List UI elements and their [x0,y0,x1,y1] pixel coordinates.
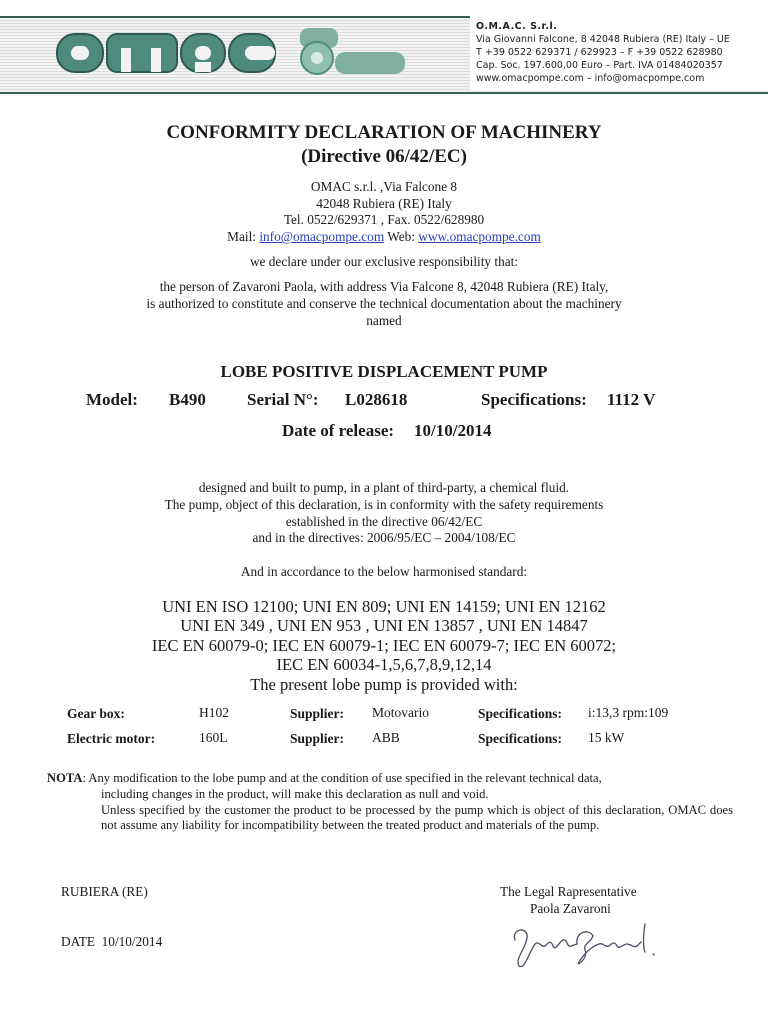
document-subtitle: (Directive 06/42/EC) [301,146,467,167]
document-title: CONFORMITY DECLARATION OF MACHINERY [166,122,602,143]
web-label: Web: [387,229,416,244]
company-name: O.M.A.C. S.r.l. [476,21,558,32]
motor-label: Electric motor: [67,731,156,746]
conformity-line-5: And in accordance to the below harmonised standard: [240,564,528,579]
company-phone: T +39 0522 629371 / 629923 – F +39 0522 628980 [476,47,723,58]
contact-line [0,228,768,245]
nota-label: NOTA [47,771,83,785]
standards-line-2: UNI EN 349 , UNI EN 953 , UNI EN 13857 , UNI EN 14847 [180,616,588,635]
model-label: Model: [86,390,138,409]
company-capital: Cap. Soc. 197.600,00 Euro – Part. IVA 01484020357 [476,60,723,71]
gearbox-spec-label: Specifications: [478,706,562,721]
standards-line-5: The present lobe pump is provided with: [250,675,518,694]
conformity-line-1: designed and built to pump, in a plant of third-party, a chemical fluid. [198,480,570,495]
motor-supplier-label: Supplier: [290,731,345,746]
gearbox-spec: i:13,3 rpm:109 [588,705,669,720]
motor-spec-label: Specifications: [478,731,562,746]
standards-line-4: IEC EN 60034-1,5,6,7,8,9,12,14 [276,655,492,674]
date-label: DATE [61,934,95,949]
gearbox-supplier: Motovario [372,705,429,720]
spec-value: 1112 V [607,390,656,409]
nota-text-1: : Any modification to the lobe pump and at the condition of use specified in the relevant technical data, [82,771,602,785]
declaration-line-2: the person of Zavaroni Paola, with address Via Falcone 8, 42048 Rubiera (RE) Italy, [159,279,609,294]
declaration-line-4: named [366,313,402,328]
declaration-line-1: we declare under our exclusive responsibility that: [249,254,519,269]
address-line-2: 42048 Rubiera (RE) Italy [316,196,452,211]
motor-spec: 15 kW [588,730,625,745]
standards-line-3: IEC EN 60079-0; IEC EN 60079-1; IEC EN 60079-7; IEC EN 60072; [151,636,617,655]
product-name: LOBE POSITIVE DISPLACEMENT PUMP [220,362,548,381]
company-info [470,16,768,90]
serial-value: L028618 [345,390,408,409]
conformity-line-4: and in the directives: 2006/95/EC – 2004/108/EC [252,530,516,545]
gearbox-label: Gear box: [67,706,125,721]
omac-logo [55,22,415,86]
company-web: www.omacpompe.com – info@omacpompe.com [476,73,705,84]
letterhead [0,16,768,90]
declaration-line-3: is authorized to constitute and conserve the technical documentation about the machinery [146,296,622,311]
gearbox-value: H102 [199,705,229,720]
motor-supplier: ABB [372,730,400,745]
date-line [61,934,162,950]
release-label: Date of release: [282,421,395,440]
conformity-line-2: The pump, object of this declaration, is in conformity with the safety requirements [164,497,604,512]
representative-name: Paola Zavaroni [530,901,611,916]
spec-label: Specifications: [481,390,587,409]
serial-label: Serial N°: [247,390,319,409]
release-value: 10/10/2014 [414,421,492,440]
mail-label: Mail: [227,229,256,244]
address-line-3: Tel. 0522/629371 , Fax. 0522/628980 [283,212,485,227]
nota-section [47,771,733,834]
signature [505,918,665,972]
nota-text-2: including changes in the product, will make this declaration as null and void. [101,786,489,801]
nota-text-3: Unless specified by the customer the product to be processed by the pump which is object of this declaration, OMAC does not assume any liability for incompatibility between the treated product and materials of the pump. [101,802,733,833]
motor-value: 160L [199,730,228,745]
date-value: 10/10/2014 [101,934,163,949]
conformity-line-3: established in the directive 06/42/EC [285,514,483,529]
representative-title: The Legal Rapresentative [500,884,637,899]
web-link[interactable]: www.omacpompe.com [418,229,541,244]
gearbox-supplier-label: Supplier: [290,706,345,721]
pump-rotor-icon [300,28,405,74]
model-value: B490 [169,390,206,409]
standards-line-1: UNI EN ISO 12100; UNI EN 809; UNI EN 14159; UNI EN 12162 [162,597,606,616]
place: RUBIERA (RE) [61,884,148,899]
mail-link[interactable]: info@omacpompe.com [259,229,385,244]
address-line-1: OMAC s.r.l. ,Via Falcone 8 [310,179,458,194]
company-address: Via Giovanni Falcone, 8 42048 Rubiera (RE) Italy – UE [476,34,730,45]
